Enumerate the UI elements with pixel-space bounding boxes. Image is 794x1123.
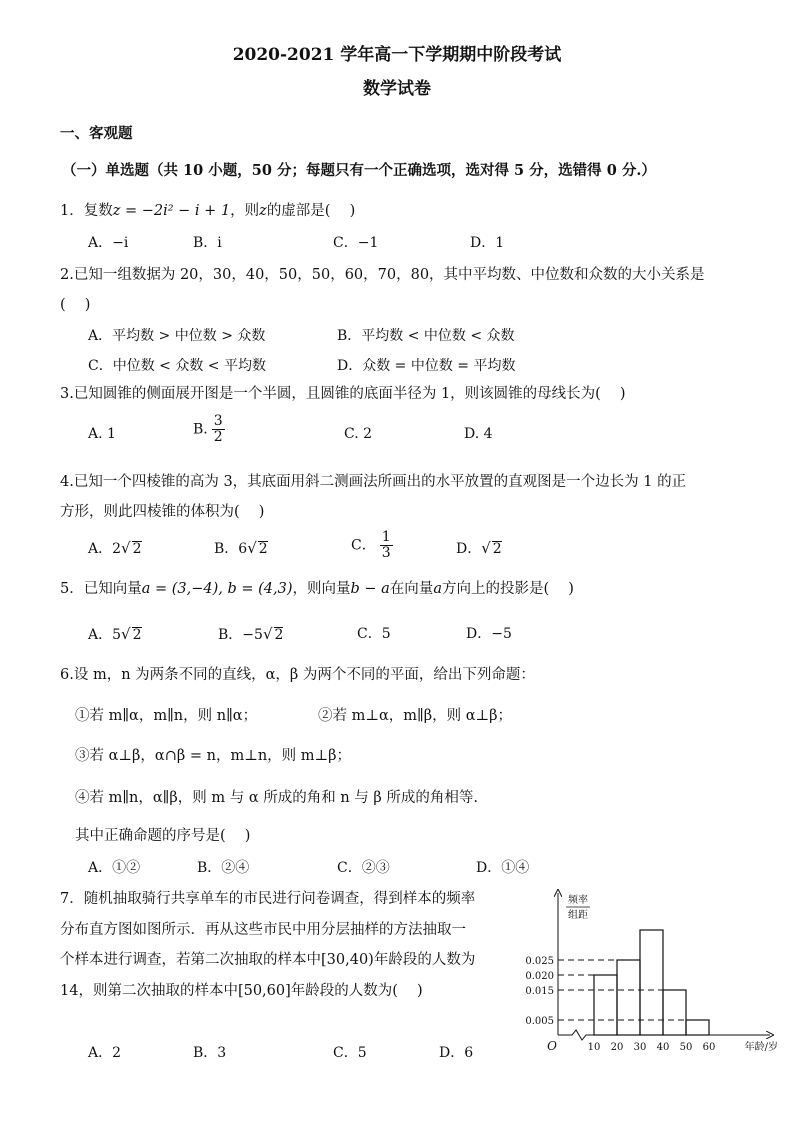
- q4-option-b: B．6√ 2: [214, 539, 268, 557]
- q7-stem-line-2: 分布直方图如图所示．再从这些市民中用分层抽样的方法抽取一: [60, 922, 466, 938]
- q6-option-c: C．②③: [337, 860, 390, 876]
- q6-proposition-3: ③若 α⊥β，α∩β = n，m⊥n，则 m⊥β；: [75, 748, 352, 764]
- histogram-bar: [617, 960, 640, 1035]
- x-tick-label: 40: [656, 1042, 670, 1053]
- y-axis-label-top: 频率: [568, 895, 588, 906]
- q5-option-d: D．−5: [466, 626, 512, 642]
- frequency-histogram: [520, 885, 780, 1065]
- y-tick-label: 0.005: [525, 1016, 554, 1027]
- q4-stem: 4.已知一个四棱锥的高为 3，其底面用斜二测画法所画出的水平放置的直观图是一个边长为 1 的正: [60, 474, 687, 490]
- x-axis-label: 年龄/岁: [744, 1042, 778, 1053]
- q2-stem-cont: ( ): [60, 297, 91, 313]
- q7-stem-line-3: 个样本进行调查，若第二次抽取的样本中[30,40)年龄段的人数为: [60, 952, 476, 968]
- exam-title: 2020-2021 学年高一下学期期中阶段考试: [232, 45, 562, 65]
- q3-option-a: A. 1: [88, 426, 116, 442]
- x-tick-label: 20: [610, 1042, 624, 1053]
- q5-option-a: A．5√ 2: [88, 625, 142, 643]
- q7-option-c: C．5: [333, 1045, 367, 1061]
- histogram-bar: [663, 990, 686, 1035]
- q2-option-a: A．平均数 > 中位数 > 众数: [88, 328, 266, 344]
- q4-option-a: A．2√ 2: [88, 539, 142, 557]
- q3-option-b: B. $\frac{3}{2}$: [193, 413, 223, 445]
- x-tick-label: 50: [679, 1042, 693, 1053]
- y-tick-label: 0.015: [525, 986, 554, 997]
- x-axis-break: [558, 1030, 594, 1040]
- q5-option-c: C．5: [357, 626, 391, 642]
- x-tick-label: 30: [633, 1042, 647, 1053]
- q6-proposition-1: ①若 m∥α，m∥n，则 n∥α；: [75, 708, 258, 724]
- q6-option-b: B．②④: [197, 860, 250, 876]
- exam-subtitle: 数学试卷: [363, 79, 431, 99]
- q1-stem: 1．复数z = −2i² − i + 1，则z的虚部是( ): [60, 203, 356, 219]
- q1-option-b: B．i: [193, 235, 222, 251]
- q2-option-b: B．平均数 < 中位数 < 众数: [337, 328, 515, 344]
- q6-stem: 6.设 m，n 为两条不同的直线，α，β 为两个不同的平面，给出下列命题：: [60, 667, 535, 683]
- q3-option-c: C. 2: [344, 426, 373, 442]
- q6-proposition-4: ④若 m∥n，α∥β，则 m 与 α 所成的角和 n 与 β 所成的角相等.: [75, 790, 479, 806]
- y-tick-label: 0.025: [525, 956, 554, 967]
- q4-option-c: C． $\frac{1}{3}$: [351, 529, 391, 561]
- histogram-bar: [686, 1020, 709, 1035]
- histogram-bar: [640, 930, 663, 1035]
- q2-stem: 2.已知一组数据为 20，30，40，50，50，60，70，80，其中平均数、中位数和众数的大小关系是: [60, 267, 705, 283]
- q1-option-c: C．−1: [333, 235, 379, 251]
- q5-vectors: a = (3,−4), b = (4,3): [141, 581, 293, 597]
- q7-option-a: A．2: [88, 1045, 122, 1061]
- q3-option-d: D. 4: [464, 426, 493, 442]
- histogram-bar: [594, 975, 617, 1035]
- q6-option-d: D．①④: [476, 860, 530, 876]
- q6-question: 其中正确命题的序号是( ): [75, 828, 251, 844]
- section-heading: 一、客观题: [60, 125, 133, 142]
- q4-stem-cont: 方形，则此四棱锥的体积为( ): [60, 504, 265, 520]
- q1-formula: z = −2i² − i + 1: [112, 203, 231, 219]
- q1-option-d: D．1: [470, 235, 505, 251]
- y-axis-label-bottom: 组距: [568, 910, 588, 921]
- origin-label: O: [547, 1039, 557, 1053]
- q7-option-b: B．3: [193, 1045, 227, 1061]
- y-tick-label: 0.020: [525, 971, 554, 982]
- q7-option-d: D．6: [439, 1045, 474, 1061]
- x-tick-label: 60: [702, 1042, 716, 1053]
- q6-option-a: A．①②: [88, 860, 141, 876]
- q3-fraction: $\frac{3}{2}$: [213, 413, 223, 445]
- q3-stem: 3.已知圆锥的侧面展开图是一个半圆，且圆锥的底面半径为 1，则该圆锥的母线长为( ): [60, 386, 626, 402]
- q4-fraction: $\frac{1}{3}$: [381, 529, 391, 561]
- q4-option-d: D．√ 2: [456, 539, 502, 557]
- q5-stem: 5．已知向量a = (3,−4), b = (4,3)，则向量b − a在向量a方向上的投影是( ): [60, 581, 574, 597]
- q1-option-a: A．−i: [88, 235, 129, 251]
- x-tick-label: 10: [587, 1042, 601, 1053]
- section-subheading: （一）单选题（共 10 小题，50 分；每题只有一个正确选项，选对得 5 分，选错得 0 分.）: [62, 162, 656, 179]
- q7-stem-line-4: 14，则第二次抽取的样本中[50,60]年龄段的人数为( ): [60, 983, 423, 999]
- q5-option-b: B．−5√ 2: [218, 625, 284, 643]
- q7-stem-line-1: 7．随机抽取骑行共享单车的市民进行问卷调查，得到样本的频率: [60, 891, 476, 907]
- q2-option-c: C．中位数 < 众数 < 平均数: [88, 358, 266, 374]
- q6-proposition-2: ②若 m⊥α，m∥β，则 α⊥β；: [318, 708, 513, 724]
- q2-option-d: D．众数 = 中位数 = 平均数: [337, 358, 516, 374]
